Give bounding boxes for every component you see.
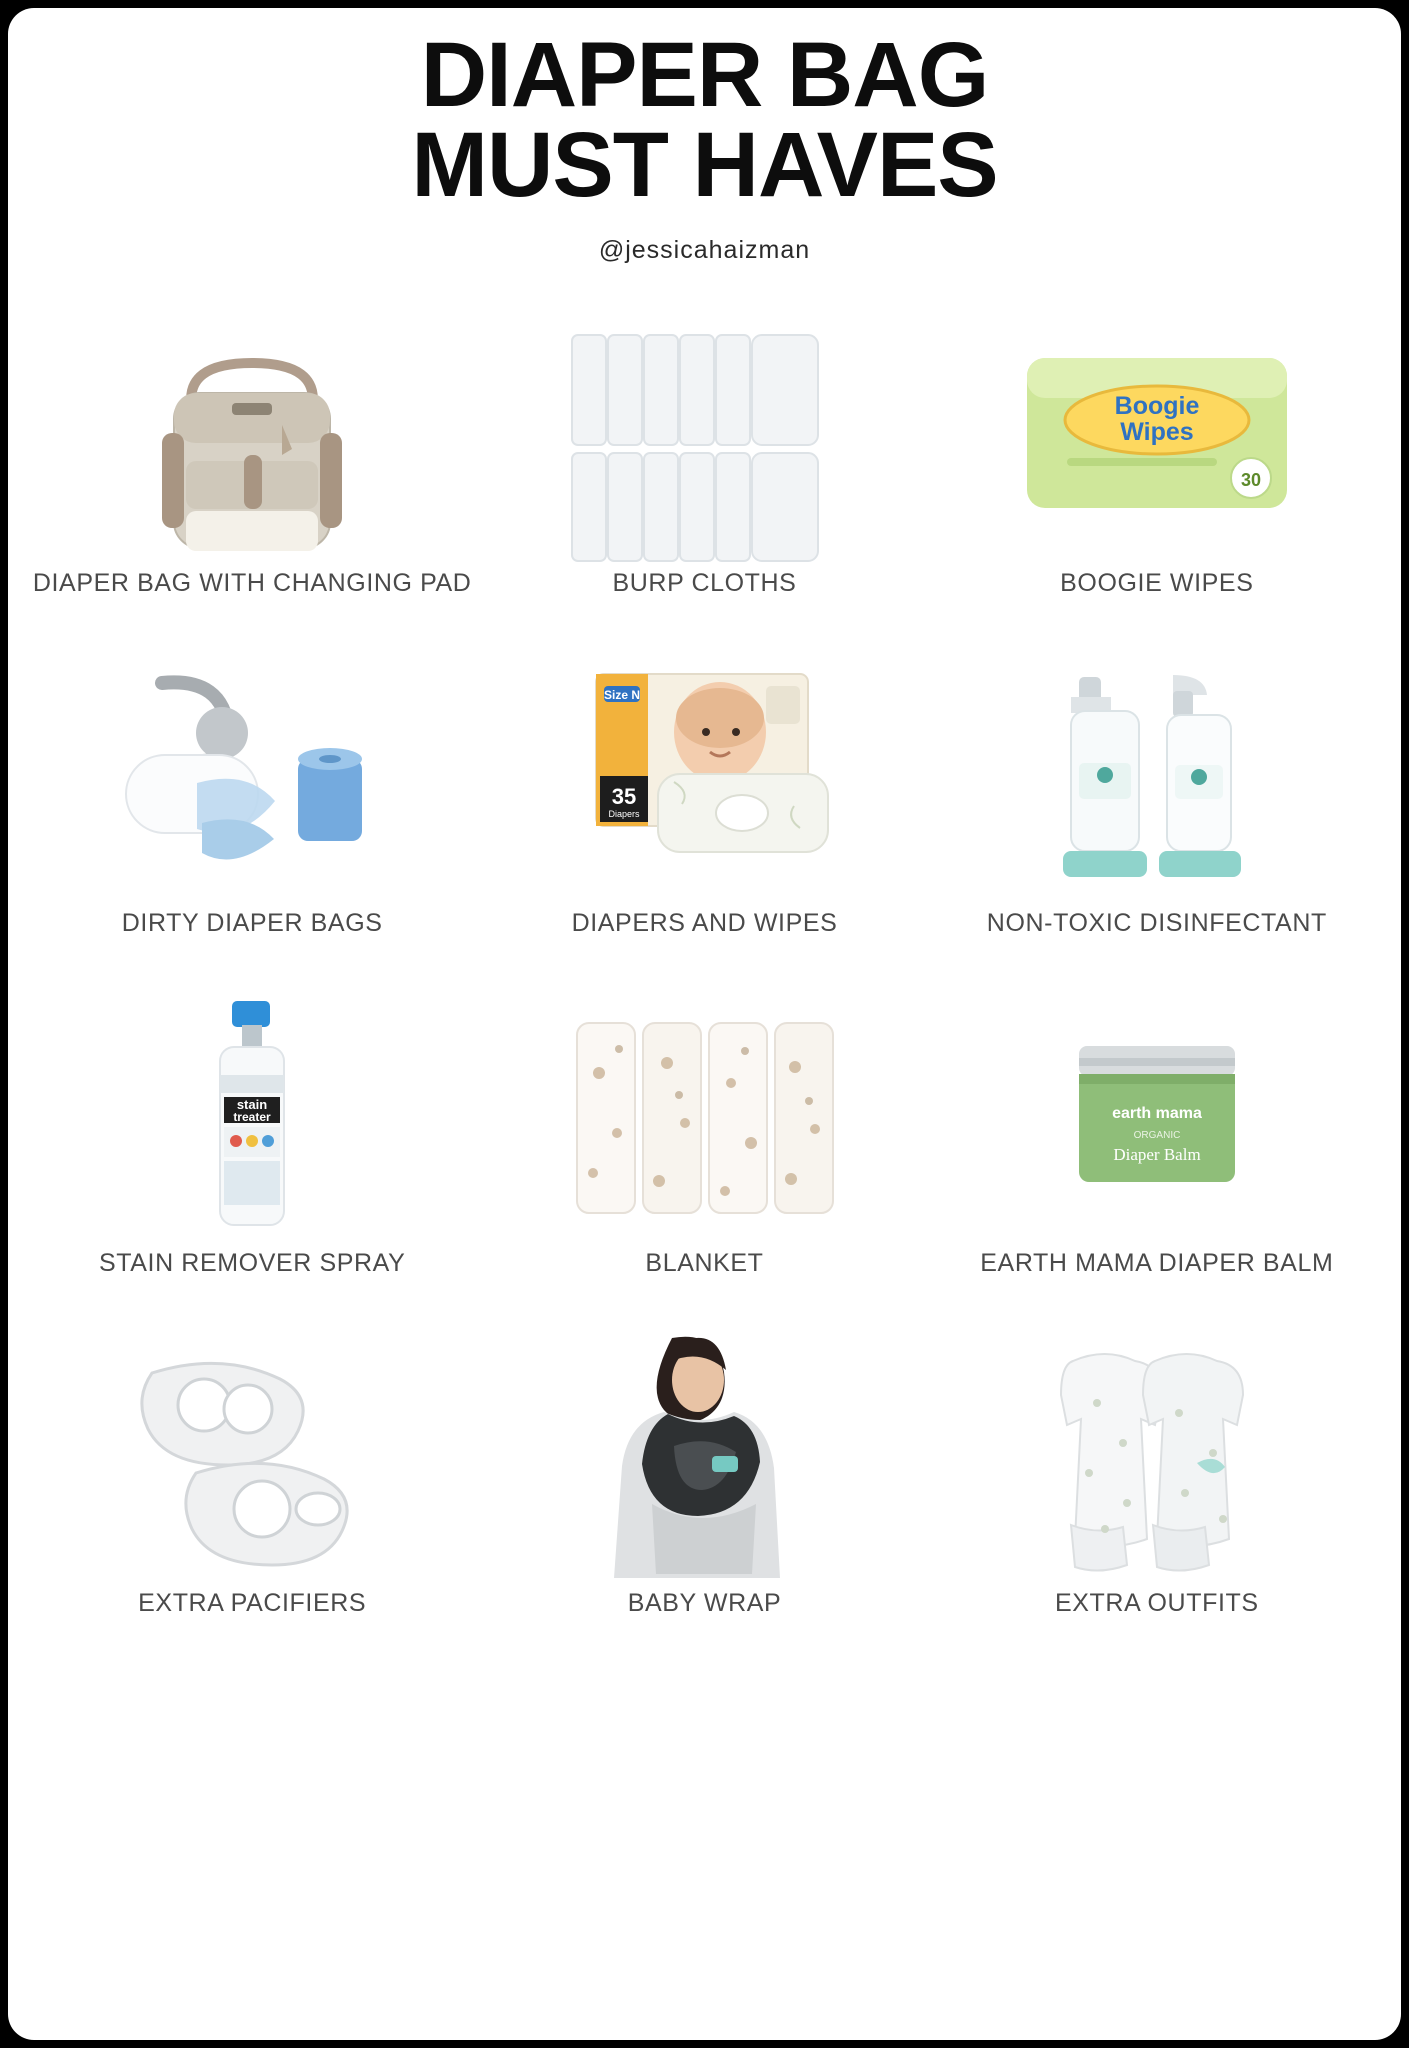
grid-item-stain-remover-spray: [26, 987, 478, 1327]
poster-header: [8, 8, 1401, 265]
item-label: BOOGIE WIPES: [1060, 569, 1254, 598]
items-grid: [8, 307, 1401, 1667]
wipes-pack-icon: [931, 307, 1383, 569]
grid-item-extra-outfits: [931, 1327, 1383, 1667]
poster-card: [8, 8, 1401, 2040]
item-label: EXTRA OUTFITS: [1055, 1589, 1259, 1618]
page-title: [205, 24, 1205, 217]
bag-dispenser-icon: [26, 647, 478, 909]
svg-text:Wipes: Wipes: [1120, 418, 1194, 447]
svg-text:earth mama: earth mama: [1111, 1105, 1202, 1123]
item-label: BURP CLOTHS: [612, 569, 797, 598]
svg-text:treater: treater: [233, 1110, 271, 1125]
grid-item-blanket: [478, 987, 930, 1327]
item-label: STAIN REMOVER SPRAY: [98, 1249, 406, 1278]
item-label: EARTH MAMA DIAPER BALM: [980, 1249, 1334, 1278]
grid-item-diapers-and-wipes: [478, 647, 930, 987]
grid-item-diaper-bag: [26, 307, 478, 647]
item-label: DIAPER BAG WITH CHANGING PAD: [32, 569, 472, 598]
backpack-icon: [26, 307, 478, 569]
grid-item-non-toxic-disinfectant: [931, 647, 1383, 987]
pacifier-icon: [26, 1327, 478, 1589]
baby-wrap-icon: [478, 1327, 930, 1589]
item-label: BABY WRAP: [627, 1589, 782, 1618]
svg-text:35: 35: [612, 784, 637, 810]
grid-item-baby-wrap: [478, 1327, 930, 1667]
balm-jar-icon: [931, 987, 1383, 1249]
svg-text:ORGANIC: ORGANIC: [1133, 1130, 1181, 1142]
svg-text:Diaper Balm: Diaper Balm: [1113, 1145, 1201, 1165]
swaddle-rolls-icon: [478, 987, 930, 1249]
grid-item-extra-pacifiers: [26, 1327, 478, 1667]
stain-spray-icon: [26, 987, 478, 1249]
svg-text:30: 30: [1240, 470, 1261, 491]
page-title-line-1: DIAPER BAG: [420, 24, 989, 126]
grid-item-earth-mama-diaper-balm: [931, 987, 1383, 1327]
onesie-icon: [931, 1327, 1383, 1589]
grid-item-boogie-wipes: [931, 307, 1383, 647]
grid-item-dirty-diaper-bags: [26, 647, 478, 987]
svg-text:Size N: Size N: [604, 688, 641, 703]
item-label: NON-TOXIC DISINFECTANT: [986, 909, 1327, 938]
grid-item-burp-cloths: [478, 307, 930, 647]
page-title-line-2: MUST HAVES: [411, 114, 998, 217]
item-label: BLANKET: [645, 1249, 764, 1278]
item-label: EXTRA PACIFIERS: [138, 1589, 367, 1618]
svg-text:Boogie: Boogie: [1114, 392, 1200, 421]
svg-text:Diapers: Diapers: [608, 809, 640, 820]
spray-bottles-icon: [931, 647, 1383, 909]
cloth-stack-icon: [478, 307, 930, 569]
diaper-box-icon: [478, 647, 930, 909]
svg-text:stain: stain: [236, 1097, 268, 1113]
author-handle: @jessicahaizman: [598, 236, 811, 265]
item-label: DIRTY DIAPER BAGS: [121, 909, 383, 938]
item-label: DIAPERS AND WIPES: [571, 909, 838, 938]
